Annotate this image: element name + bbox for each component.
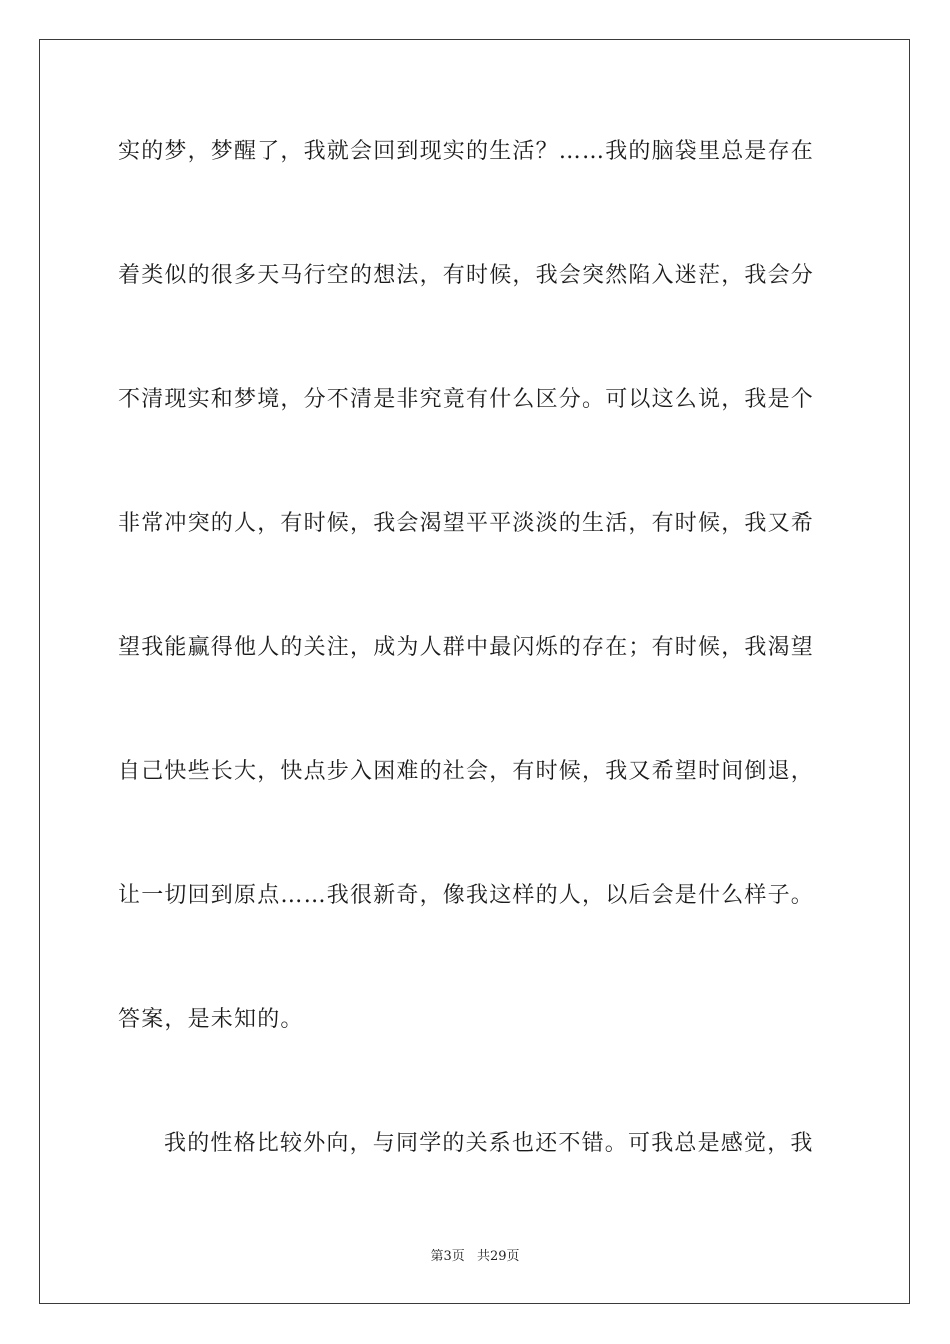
text-line: 实的梦，梦醒了，我就会回到现实的生活？……我的脑袋里总是存在 — [118, 139, 815, 164]
text-line: 不清现实和梦境，分不清是非究竟有什么区分。可以这么说，我是个 — [118, 387, 815, 412]
text-line: 非常冲突的人，有时候，我会渴望平平淡淡的生活，有时候，我又希 — [118, 511, 815, 536]
page-number: 第3页 — [430, 1249, 465, 1264]
page-total: 共29页 — [476, 1249, 520, 1264]
page-border — [39, 39, 910, 1304]
page-footer — [0, 1248, 950, 1266]
text-line: 望我能赢得他人的关注，成为人群中最闪烁的存在；有时候，我渴望 — [118, 635, 815, 660]
paragraph-first-line: 我的性格比较外向，与同学的关系也还不错。可我总是感觉，我 — [164, 1131, 814, 1156]
text-line: 自己快些长大，快点步入困难的社会，有时候，我又希望时间倒退， — [118, 759, 815, 784]
text-line: 着类似的很多天马行空的想法，有时候，我会突然陷入迷茫，我会分 — [118, 263, 815, 288]
text-line: 让一切回到原点……我很新奇，像我这样的人，以后会是什么样子。 — [118, 883, 815, 908]
text-line: 答案，是未知的。 — [118, 1007, 304, 1032]
